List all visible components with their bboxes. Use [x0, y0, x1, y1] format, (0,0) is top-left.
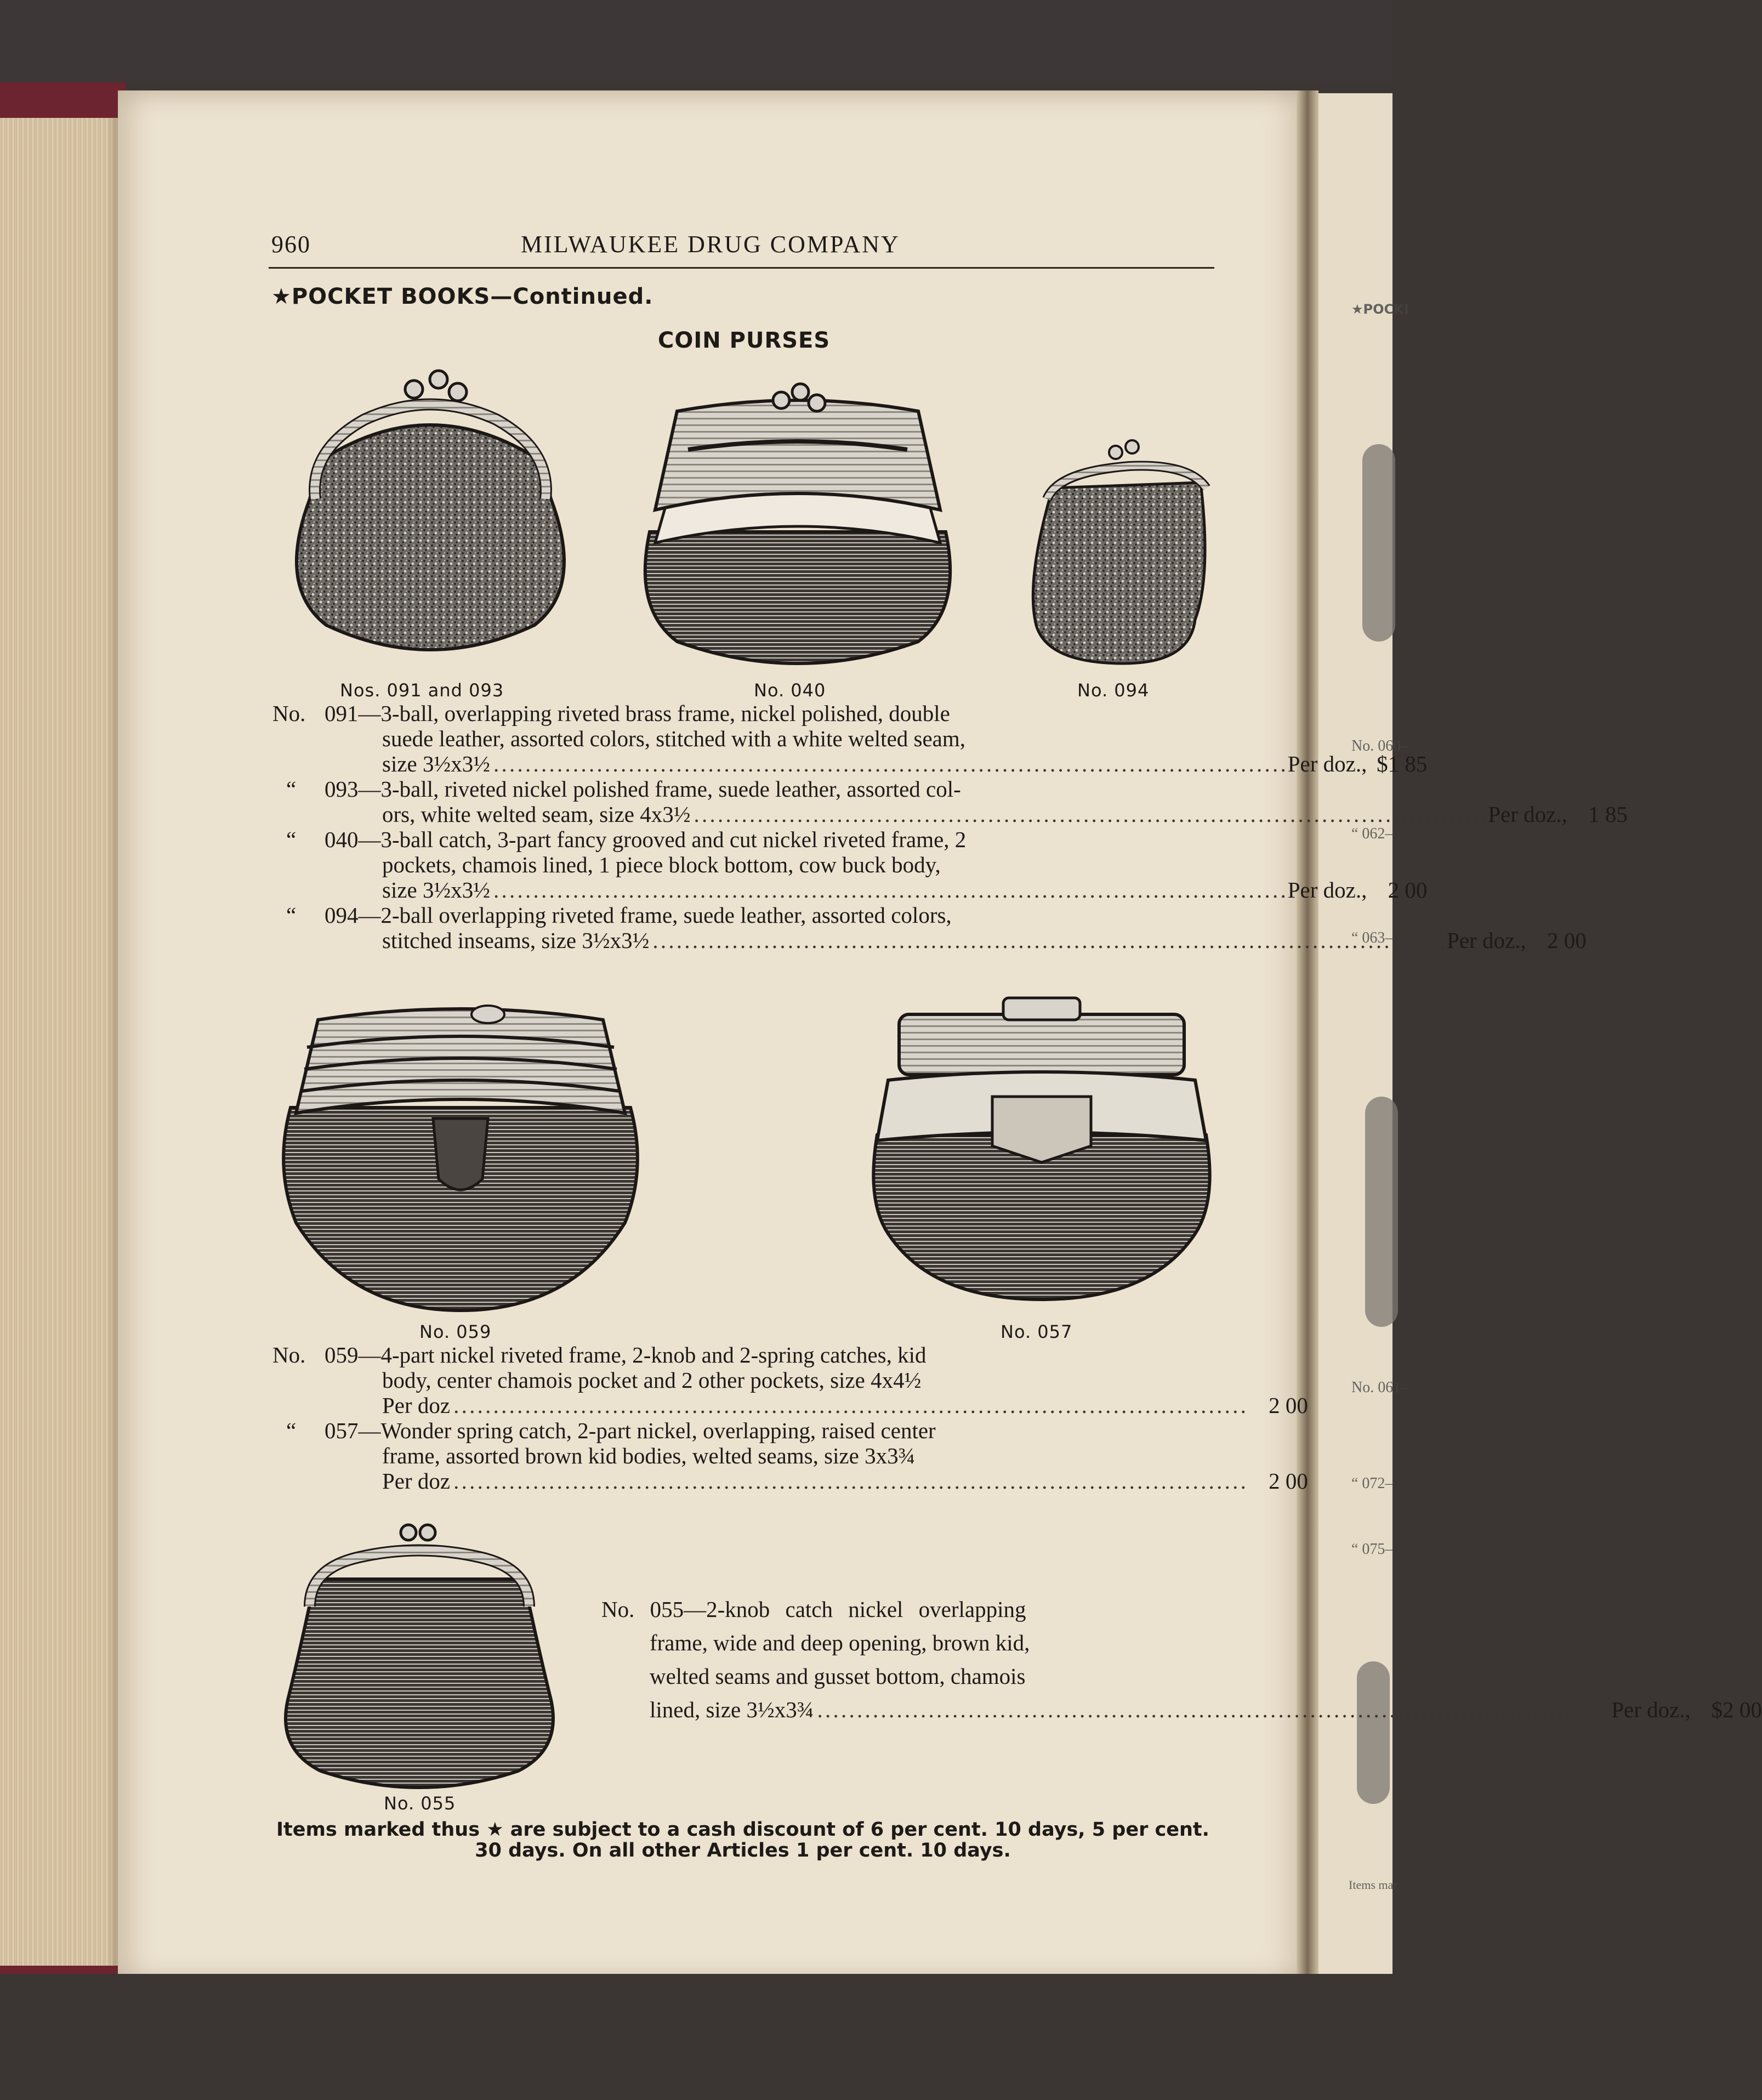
page-edges [0, 118, 118, 1966]
page-number: 960 [271, 231, 311, 258]
entry-price-row: size 3½x3½ . . . Per doz., $1 85 [272, 751, 1215, 776]
entry-price-row: Per doz . . . 2 00 [272, 1468, 1215, 1494]
entry-057 [272, 1418, 1308, 1494]
caption-091-093: Nos. 091 and 093 [340, 680, 504, 701]
entry-price-row: Per doz . . . 2 00 [272, 1393, 1215, 1418]
entry-price-row: ors, white welted seam, size 4x3½ . . . Per doz., 1 85 [272, 802, 1215, 827]
running-head: MILWAUKEE DRUG COMPANY [521, 231, 900, 258]
subsection-title: COIN PURSES [658, 328, 831, 353]
header-rule [269, 267, 1214, 269]
price: 2 00 [1269, 1468, 1308, 1494]
price: 2 00 [1388, 877, 1428, 903]
entry-price-row: lined, size 3½x3¾ . . . Per doz., $2 00 [601, 1693, 1218, 1727]
price: 1 85 [1588, 802, 1628, 827]
adjacent-label: “ 072– [1351, 1475, 1393, 1492]
entry-price-row: size 3½x3½ . . . Per doz., 2 00 [272, 877, 1215, 903]
discount-note [269, 1819, 1217, 1861]
entry-line: body, center chamois pocket and 2 other pockets, size 4x4½ [382, 1367, 922, 1393]
discount-note-line: Items marked thus ★ are subject to a cash discount of 6 per cent. 10 days, 5 per cent. [276, 1819, 1209, 1841]
caption-055: No. 055 [384, 1793, 456, 1814]
entry-line: “ 094—2-ball overlapping riveted frame, suede leather, assorted colors, [286, 903, 952, 928]
background-top [0, 0, 1392, 82]
entry-line: welted seams and gusset bottom, chamois [650, 1664, 1026, 1689]
adjacent-label: No. 060– [1351, 737, 1409, 754]
entry-line: frame, assorted brown kid bodies, welted seams, size 3x3¾ [382, 1443, 916, 1468]
adjacent-label: No. 061– [1351, 1379, 1409, 1396]
entry-line: “ 093—3-ball, riveted nickel polished frame, suede leather, assorted col- [286, 776, 961, 802]
purse-057-illustration [866, 992, 1217, 1310]
adjacent-page-head: ★POCKI [1351, 302, 1409, 317]
price: 2 00 [1269, 1393, 1308, 1418]
background-bottom [0, 1974, 1392, 2100]
entry-line: “ 040—3-ball catch, 3-part fancy grooved and cut nickel riveted frame, 2 [286, 827, 967, 852]
caption-057: No. 057 [1001, 1321, 1073, 1342]
adjacent-purse-illustration [1362, 444, 1395, 642]
section-title: ★POCKET BOOKS—Continued. [271, 284, 653, 309]
adjacent-purse-illustration [1357, 1661, 1390, 1804]
purse-091-093-illustration [277, 367, 584, 674]
adjacent-purse-illustration [1365, 1097, 1398, 1327]
price: $1 85 [1377, 751, 1428, 776]
purse-094-illustration [1025, 439, 1223, 669]
entry-line: suede leather, assorted colors, stitched with a white welted seam, [382, 726, 966, 751]
entry-line: No. 091—3-ball, overlapping riveted brass frame, nickel polished, double [272, 701, 950, 726]
discount-note-line: 30 days. On all other Articles 1 per cent. 10 days. [475, 1840, 1011, 1861]
adjacent-label: “ 075– [1351, 1541, 1393, 1558]
purse-059-illustration [274, 1003, 647, 1310]
entry-price-row: stitched inseams, size 3½x3½ . . . Per doz., 2 00 [272, 928, 1215, 953]
caption-040: No. 040 [754, 680, 826, 701]
adjacent-label: “ 062– [1351, 825, 1393, 842]
adjacent-label: “ 063– [1351, 929, 1393, 946]
purse-055-illustration [277, 1519, 562, 1793]
entry-055 [601, 1593, 1762, 1727]
caption-094: No. 094 [1077, 680, 1150, 701]
entry-line: No. 059—4-part nickel riveted frame, 2-knob and 2-spring catches, kid [272, 1342, 927, 1367]
entry-line: “ 057—Wonder spring catch, 2-part nickel, overlapping, raised center [286, 1418, 936, 1443]
adjacent-label: Items mar [1349, 1878, 1397, 1892]
entry-line: No. 055—2-knob catch nickel overlapping [601, 1597, 1026, 1622]
entry-093 [272, 776, 1628, 827]
caption-059: No. 059 [419, 1321, 492, 1342]
entry-line: frame, wide and deep opening, brown kid, [650, 1630, 1030, 1655]
entry-line: pockets, chamois lined, 1 piece block bottom, cow buck body, [382, 852, 941, 877]
price: 2 00 [1547, 928, 1587, 953]
entry-059 [272, 1342, 1308, 1418]
purse-040-illustration [633, 378, 962, 674]
price: $2 00 [1711, 1697, 1762, 1722]
